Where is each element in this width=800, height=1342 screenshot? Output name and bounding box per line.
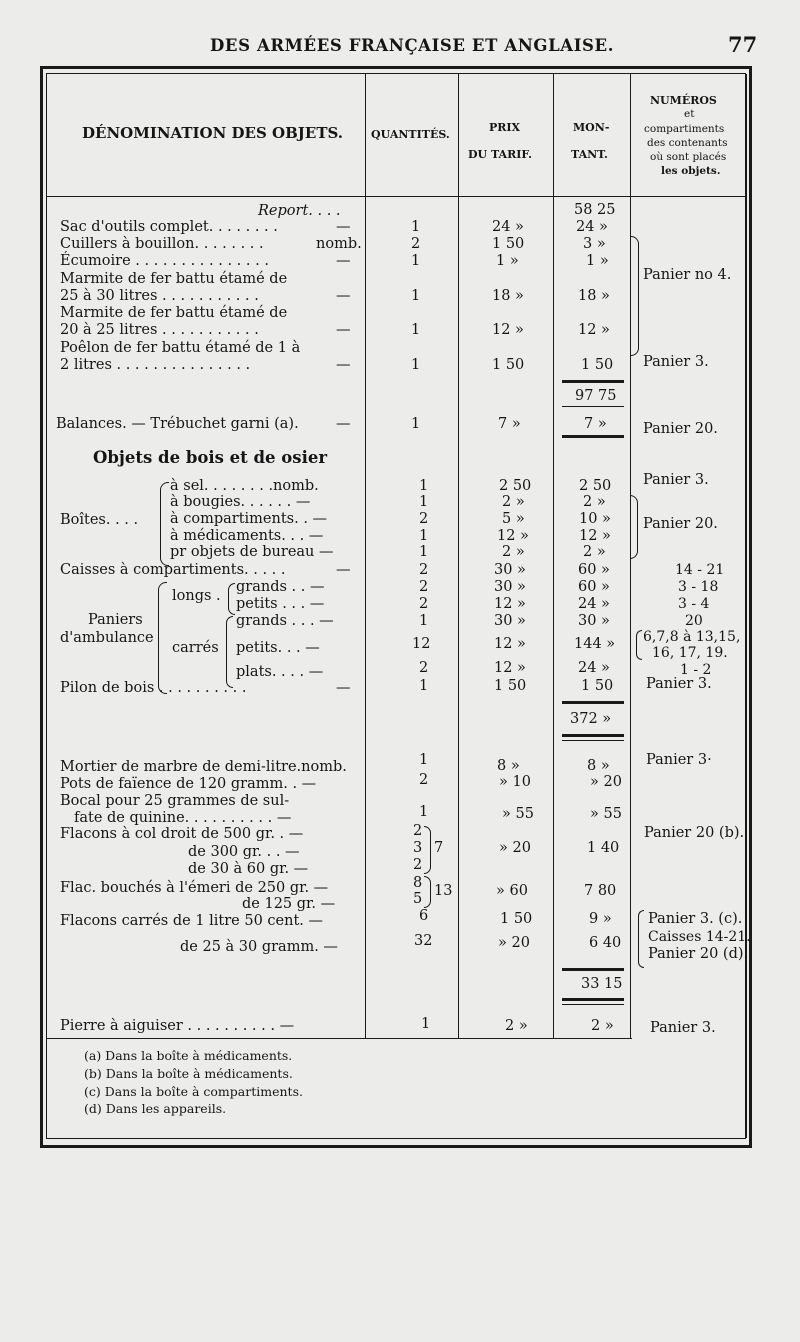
- row-flacons-carres2-label: de 25 à 30 gramm. —: [180, 939, 338, 955]
- row-sac-qty: 1: [411, 219, 421, 235]
- row-poelon-prix: 1 50: [492, 357, 525, 373]
- row-caisses-qty: 2: [419, 562, 429, 578]
- brace-flacons-qty: [424, 826, 431, 874]
- row-flacons60-qty: 2: [413, 857, 423, 873]
- row-poelon-qty: 1: [411, 357, 421, 373]
- page-number: 77: [728, 32, 758, 57]
- subtotal1-rule-bottom: [562, 406, 624, 407]
- row-flac250-qty: 8: [413, 875, 423, 891]
- footnote-b: (b) Dans la boîte à médicaments.: [84, 1066, 293, 1081]
- row-carres-plats-montant: 24 »: [578, 660, 610, 676]
- subtotal2-rule-bottom2: [562, 740, 624, 741]
- row-cuillers-prix: 1 50: [492, 236, 525, 252]
- header-numeros-4: des contenants: [647, 137, 728, 149]
- subtotal1-montant: 97 75: [575, 388, 617, 404]
- subtotal3-montant: 33 15: [581, 976, 623, 992]
- row-pierre-label: Pierre à aiguiser . . . . . . . . . . —: [60, 1018, 295, 1034]
- row-bocal-montant: » 55: [590, 806, 622, 822]
- row-longs-petits-montant: 24 »: [578, 596, 610, 612]
- numero-panier3-c: Panier 3. (c).: [648, 911, 743, 927]
- row-boite-bureau-label: pr objets de bureau —: [170, 544, 334, 560]
- numero-panier3-poelon: Panier 3.: [643, 354, 709, 370]
- row-flacons-carres1-label: Flacons carrés de 1 litre 50 cent. —: [60, 913, 324, 929]
- row-carres-grands-qty: 1: [419, 613, 429, 629]
- row-ecumoire-label: Écumoire . . . . . . . . . . . . . . .: [60, 253, 269, 269]
- row-flacons-carres2-qty: 32: [414, 933, 433, 949]
- row-flacons-prix: » 20: [499, 840, 531, 856]
- row-marmite2-label-a: Marmite de fer battu étamé de: [60, 305, 288, 321]
- row-flac-prix: » 60: [496, 883, 528, 899]
- row-flacons300-qty: 3: [413, 840, 423, 856]
- row-flacons-group-qty: 7: [434, 840, 444, 856]
- row-marmite2-label-b: 20 à 25 litres . . . . . . . . . . .: [60, 322, 259, 338]
- row-poelon-label-a: Poêlon de fer battu étamé de 1 à: [60, 340, 301, 356]
- row-boite-medic-montant: 12 »: [579, 528, 611, 544]
- row-flacons500-qty: 2: [413, 823, 423, 839]
- row-boite-sel-montant: 2 50: [579, 478, 612, 494]
- col-divider-2: [458, 74, 459, 1038]
- row-carres-grands-prix: 30 »: [494, 613, 526, 629]
- header-denomination: DÉNOMINATION DES OBJETS.: [82, 124, 343, 142]
- row-pierre-montant: 2 »: [591, 1018, 614, 1034]
- row-flacons60-label: de 30 à 60 gr. —: [188, 861, 309, 877]
- brace-panier20b: [630, 495, 638, 559]
- row-boite-bougies-label: à bougies. . . . . . —: [170, 494, 311, 510]
- running-head: DES ARMÉES FRANÇAISE ET ANGLAISE.: [210, 36, 615, 55]
- header-montant-2: TANT.: [571, 148, 608, 161]
- row-pots-montant: » 20: [590, 774, 622, 790]
- row-boite-compart-qty: 2: [419, 511, 429, 527]
- row-flacons-carres2-montant: 6 40: [589, 935, 622, 951]
- row-marmite1-unit: —: [336, 288, 351, 304]
- row-longs-petits-prix: 12 »: [494, 596, 526, 612]
- row-ecumoire-montant: 1 »: [586, 253, 609, 269]
- row-carres-petits-qty: 12: [412, 636, 431, 652]
- row-flac125-qty: 5: [413, 891, 423, 907]
- row-boite-medic-qty: 1: [419, 528, 429, 544]
- subtotal3-rule-top: [562, 968, 624, 971]
- numero-panier20-balances: Panier 20.: [643, 421, 718, 437]
- row-boite-compart-prix: 5 »: [502, 511, 525, 527]
- numero-panier20-b: Panier 20 (b).: [644, 825, 745, 841]
- subtotal1-rule-top: [562, 380, 624, 383]
- brace-carres: [226, 616, 233, 688]
- brace-boites: [160, 482, 169, 566]
- subtotal3-rule-bottom: [562, 998, 624, 1001]
- row-pierre-prix: 2 »: [505, 1018, 528, 1034]
- row-pilon-label: Pilon de bois . . . . . . . . . .: [60, 680, 247, 696]
- row-flacons300-label: de 300 gr. . . —: [188, 844, 300, 860]
- row-carres-petits-label: petits. . . —: [236, 640, 320, 656]
- header-numeros-3: compartiments: [644, 123, 725, 135]
- row-flacons-carres1-montant: 9 »: [589, 911, 612, 927]
- header-prix-1: PRIX: [489, 121, 521, 134]
- row-balances-qty: 1: [411, 416, 421, 432]
- row-pilon-unit: —: [336, 680, 351, 696]
- row-bocal-label-a: Bocal pour 25 grammes de sul-: [60, 793, 290, 809]
- row-cuillers-unit: nomb.: [316, 236, 362, 252]
- row-marmite2-unit: —: [336, 322, 351, 338]
- row-pilon-qty: 1: [419, 678, 429, 694]
- subtotal2-rule-top: [562, 701, 624, 704]
- subtotal2-rule-bottom: [562, 734, 624, 737]
- numero-panier3c: Panier 3.: [646, 676, 712, 692]
- row-pots-qty: 2: [419, 772, 429, 788]
- row-poelon-unit: —: [336, 357, 351, 373]
- brace-panier4: [630, 236, 639, 356]
- paniers-label-2: d'ambulance: [60, 630, 154, 646]
- header-numeros-6: les objets.: [661, 165, 721, 177]
- row-boite-bureau-montant: 2 »: [583, 544, 606, 560]
- boites-label: Boîtes. . . .: [60, 512, 139, 528]
- row-bocal-label-b: fate de quinine. . . . . . . . . . —: [74, 810, 292, 826]
- row-caisses-montant: 60 »: [578, 562, 610, 578]
- row-caisses-label: Caisses à compartiments. . . . .: [60, 562, 286, 578]
- row-boite-sel-qty: 1: [419, 478, 429, 494]
- row-pots-prix: » 10: [499, 774, 531, 790]
- row-boite-compart-label: à compartiments. . —: [170, 511, 328, 527]
- row-carres-grands-montant: 30 »: [578, 613, 610, 629]
- row-sac-unit: —: [336, 219, 351, 235]
- row-sac-prix: 24 »: [492, 219, 524, 235]
- row-boite-bureau-qty: 1: [419, 544, 429, 560]
- numero-caisses: Caisses 14-21.: [648, 929, 751, 945]
- numero-panier20b: Panier 20.: [643, 516, 718, 532]
- row-boite-bougies-montant: 2 »: [583, 494, 606, 510]
- row-marmite1-label-a: Marmite de fer battu étamé de: [60, 271, 288, 287]
- header-numeros-2: et: [684, 108, 695, 120]
- brace-paniers: [158, 582, 167, 694]
- row-balances-prix: 7 »: [498, 416, 521, 432]
- row-cuillers-label: Cuillers à bouillon. . . . . . . .: [60, 236, 264, 252]
- row-ecumoire-qty: 1: [411, 253, 421, 269]
- report-montant: 58 25: [574, 202, 616, 218]
- row-pierre-qty: 1: [421, 1016, 431, 1032]
- carres-label: carrés: [172, 640, 219, 656]
- row-bocal-qty: 1: [419, 804, 429, 820]
- brace-longs: [228, 583, 235, 615]
- numero-panier3a: Panier 3.: [643, 472, 709, 488]
- subtotal3-rule-bottom2: [562, 1004, 624, 1005]
- row-flacons-carres2-prix: » 20: [498, 935, 530, 951]
- row-boite-medic-label: à médicaments. . . —: [170, 528, 324, 544]
- row-longs-grands-montant: 60 »: [578, 579, 610, 595]
- row-marmite1-qty: 1: [411, 288, 421, 304]
- row-caisses-prix: 30 »: [494, 562, 526, 578]
- row-boite-sel-label: à sel. . . . . . . .nomb.: [170, 478, 319, 494]
- row-boite-medic-prix: 12 »: [497, 528, 529, 544]
- header-numeros-1: NUMÉROS: [650, 94, 717, 107]
- row-balances-label: Balances. — Trébuchet garni (a).: [56, 416, 299, 432]
- row-bocal-prix: » 55: [502, 806, 534, 822]
- balances-rule: [562, 435, 624, 438]
- col-divider-5: [746, 74, 747, 1138]
- row-flac125-label: de 125 gr. —: [242, 896, 336, 912]
- row-mortier-qty: 1: [419, 752, 429, 768]
- row-carres-petits-montant: 144 »: [574, 636, 616, 652]
- row-boite-bureau-prix: 2 »: [502, 544, 525, 560]
- row-caisses-unit: —: [336, 562, 351, 578]
- row-balances-unit: —: [336, 416, 351, 432]
- row-longs-grands-qty: 2: [419, 579, 429, 595]
- numero-1-2: 1 - 2: [680, 662, 712, 678]
- paniers-label-1: Paniers: [88, 612, 143, 628]
- row-longs-grands-label: grands . . —: [236, 579, 325, 595]
- row-longs-grands-prix: 30 »: [494, 579, 526, 595]
- footnote-c: (c) Dans la boîte à compartiments.: [84, 1084, 303, 1099]
- header-numeros-5: où sont placés: [650, 151, 727, 163]
- row-ecumoire-unit: —: [336, 253, 351, 269]
- col-divider-3: [553, 74, 554, 1038]
- row-boite-sel-prix: 2 50: [499, 478, 532, 494]
- row-sac-montant: 24 »: [576, 219, 608, 235]
- header-rule: [46, 196, 746, 197]
- numero-16-19: 16, 17, 19.: [652, 645, 728, 661]
- row-flacons500-label: Flacons à col droit de 500 gr. . —: [60, 826, 304, 842]
- brace-flac-qty: [424, 876, 431, 908]
- row-carres-plats-prix: 12 »: [494, 660, 526, 676]
- row-sac-label: Sac d'outils complet. . . . . . . .: [60, 219, 278, 235]
- row-flac-montant: 7 80: [584, 883, 617, 899]
- row-flacons-carres1-qty: 6: [419, 908, 429, 924]
- header-prix-2: DU TARIF.: [468, 148, 532, 161]
- numero-panier4: Panier no 4.: [643, 267, 732, 283]
- row-carres-plats-qty: 2: [419, 660, 429, 676]
- row-longs-petits-qty: 2: [419, 596, 429, 612]
- header-montant-1: MON-: [573, 121, 610, 134]
- row-mortier-prix: 8 »: [497, 758, 520, 774]
- row-cuillers-qty: 2: [411, 236, 421, 252]
- row-pots-label: Pots de faïence de 120 gramm. . —: [60, 776, 317, 792]
- row-boite-bougies-prix: 2 »: [502, 494, 525, 510]
- row-marmite2-montant: 12 »: [578, 322, 610, 338]
- longs-label: longs .: [172, 588, 221, 604]
- report-label: Report. . . .: [258, 203, 341, 219]
- row-flacons-montant: 1 40: [587, 840, 620, 856]
- section-heading-bois: Objets de bois et de osier: [93, 448, 328, 467]
- row-carres-petits-prix: 12 »: [494, 636, 526, 652]
- row-marmite1-label-b: 25 à 30 litres . . . . . . . . . . .: [60, 288, 259, 304]
- footnotes-rule: [46, 1038, 632, 1039]
- brace-numeros-carres: [636, 630, 642, 660]
- row-pilon-montant: 1 50: [581, 678, 614, 694]
- row-carres-grands-label: grands . . . —: [236, 613, 334, 629]
- footnote-d: (d) Dans les appareils.: [84, 1101, 227, 1116]
- brace-numeros-flacons: [638, 910, 644, 968]
- row-marmite1-prix: 18 »: [492, 288, 524, 304]
- row-pilon-prix: 1 50: [494, 678, 527, 694]
- row-cuillers-montant: 3 »: [583, 236, 606, 252]
- numero-panier3e: Panier 3.: [650, 1020, 716, 1036]
- row-mortier-montant: 8 »: [587, 758, 610, 774]
- numero-14-21: 14 - 21: [675, 562, 725, 578]
- row-poelon-montant: 1 50: [581, 357, 614, 373]
- row-flac250-label: Flac. bouchés à l'émeri de 250 gr. —: [60, 880, 329, 896]
- numero-3-18: 3 - 18: [678, 579, 719, 595]
- row-boite-compart-montant: 10 »: [579, 511, 611, 527]
- row-ecumoire-prix: 1 »: [496, 253, 519, 269]
- numero-20: 20: [685, 613, 703, 629]
- numero-6-15: 6,7,8 à 13,15,: [643, 629, 741, 645]
- numero-panier3d: Panier 3·: [646, 752, 712, 768]
- footnote-a: (a) Dans la boîte à médicaments.: [84, 1048, 293, 1063]
- row-flac-group-qty: 13: [434, 883, 453, 899]
- subtotal2-montant: 372 »: [570, 711, 612, 727]
- numero-panier20-d: Panier 20 (d).: [648, 946, 749, 962]
- row-mortier-label: Mortier de marbre de demi-litre.nomb.: [60, 759, 347, 775]
- row-longs-petits-label: petits . . . —: [236, 596, 325, 612]
- col-divider-1: [365, 74, 366, 1038]
- row-marmite1-montant: 18 »: [578, 288, 610, 304]
- row-poelon-label-b: 2 litres . . . . . . . . . . . . . . .: [60, 357, 251, 373]
- row-carres-plats-label: plats. . . . —: [236, 664, 324, 680]
- row-balances-montant: 7 »: [584, 416, 607, 432]
- header-quantites: QUANTITÉS.: [371, 128, 450, 141]
- row-boite-bougies-qty: 1: [419, 494, 429, 510]
- row-marmite2-qty: 1: [411, 322, 421, 338]
- row-flacons-carres1-prix: 1 50: [500, 911, 533, 927]
- row-marmite2-prix: 12 »: [492, 322, 524, 338]
- numero-3-4: 3 - 4: [678, 596, 710, 612]
